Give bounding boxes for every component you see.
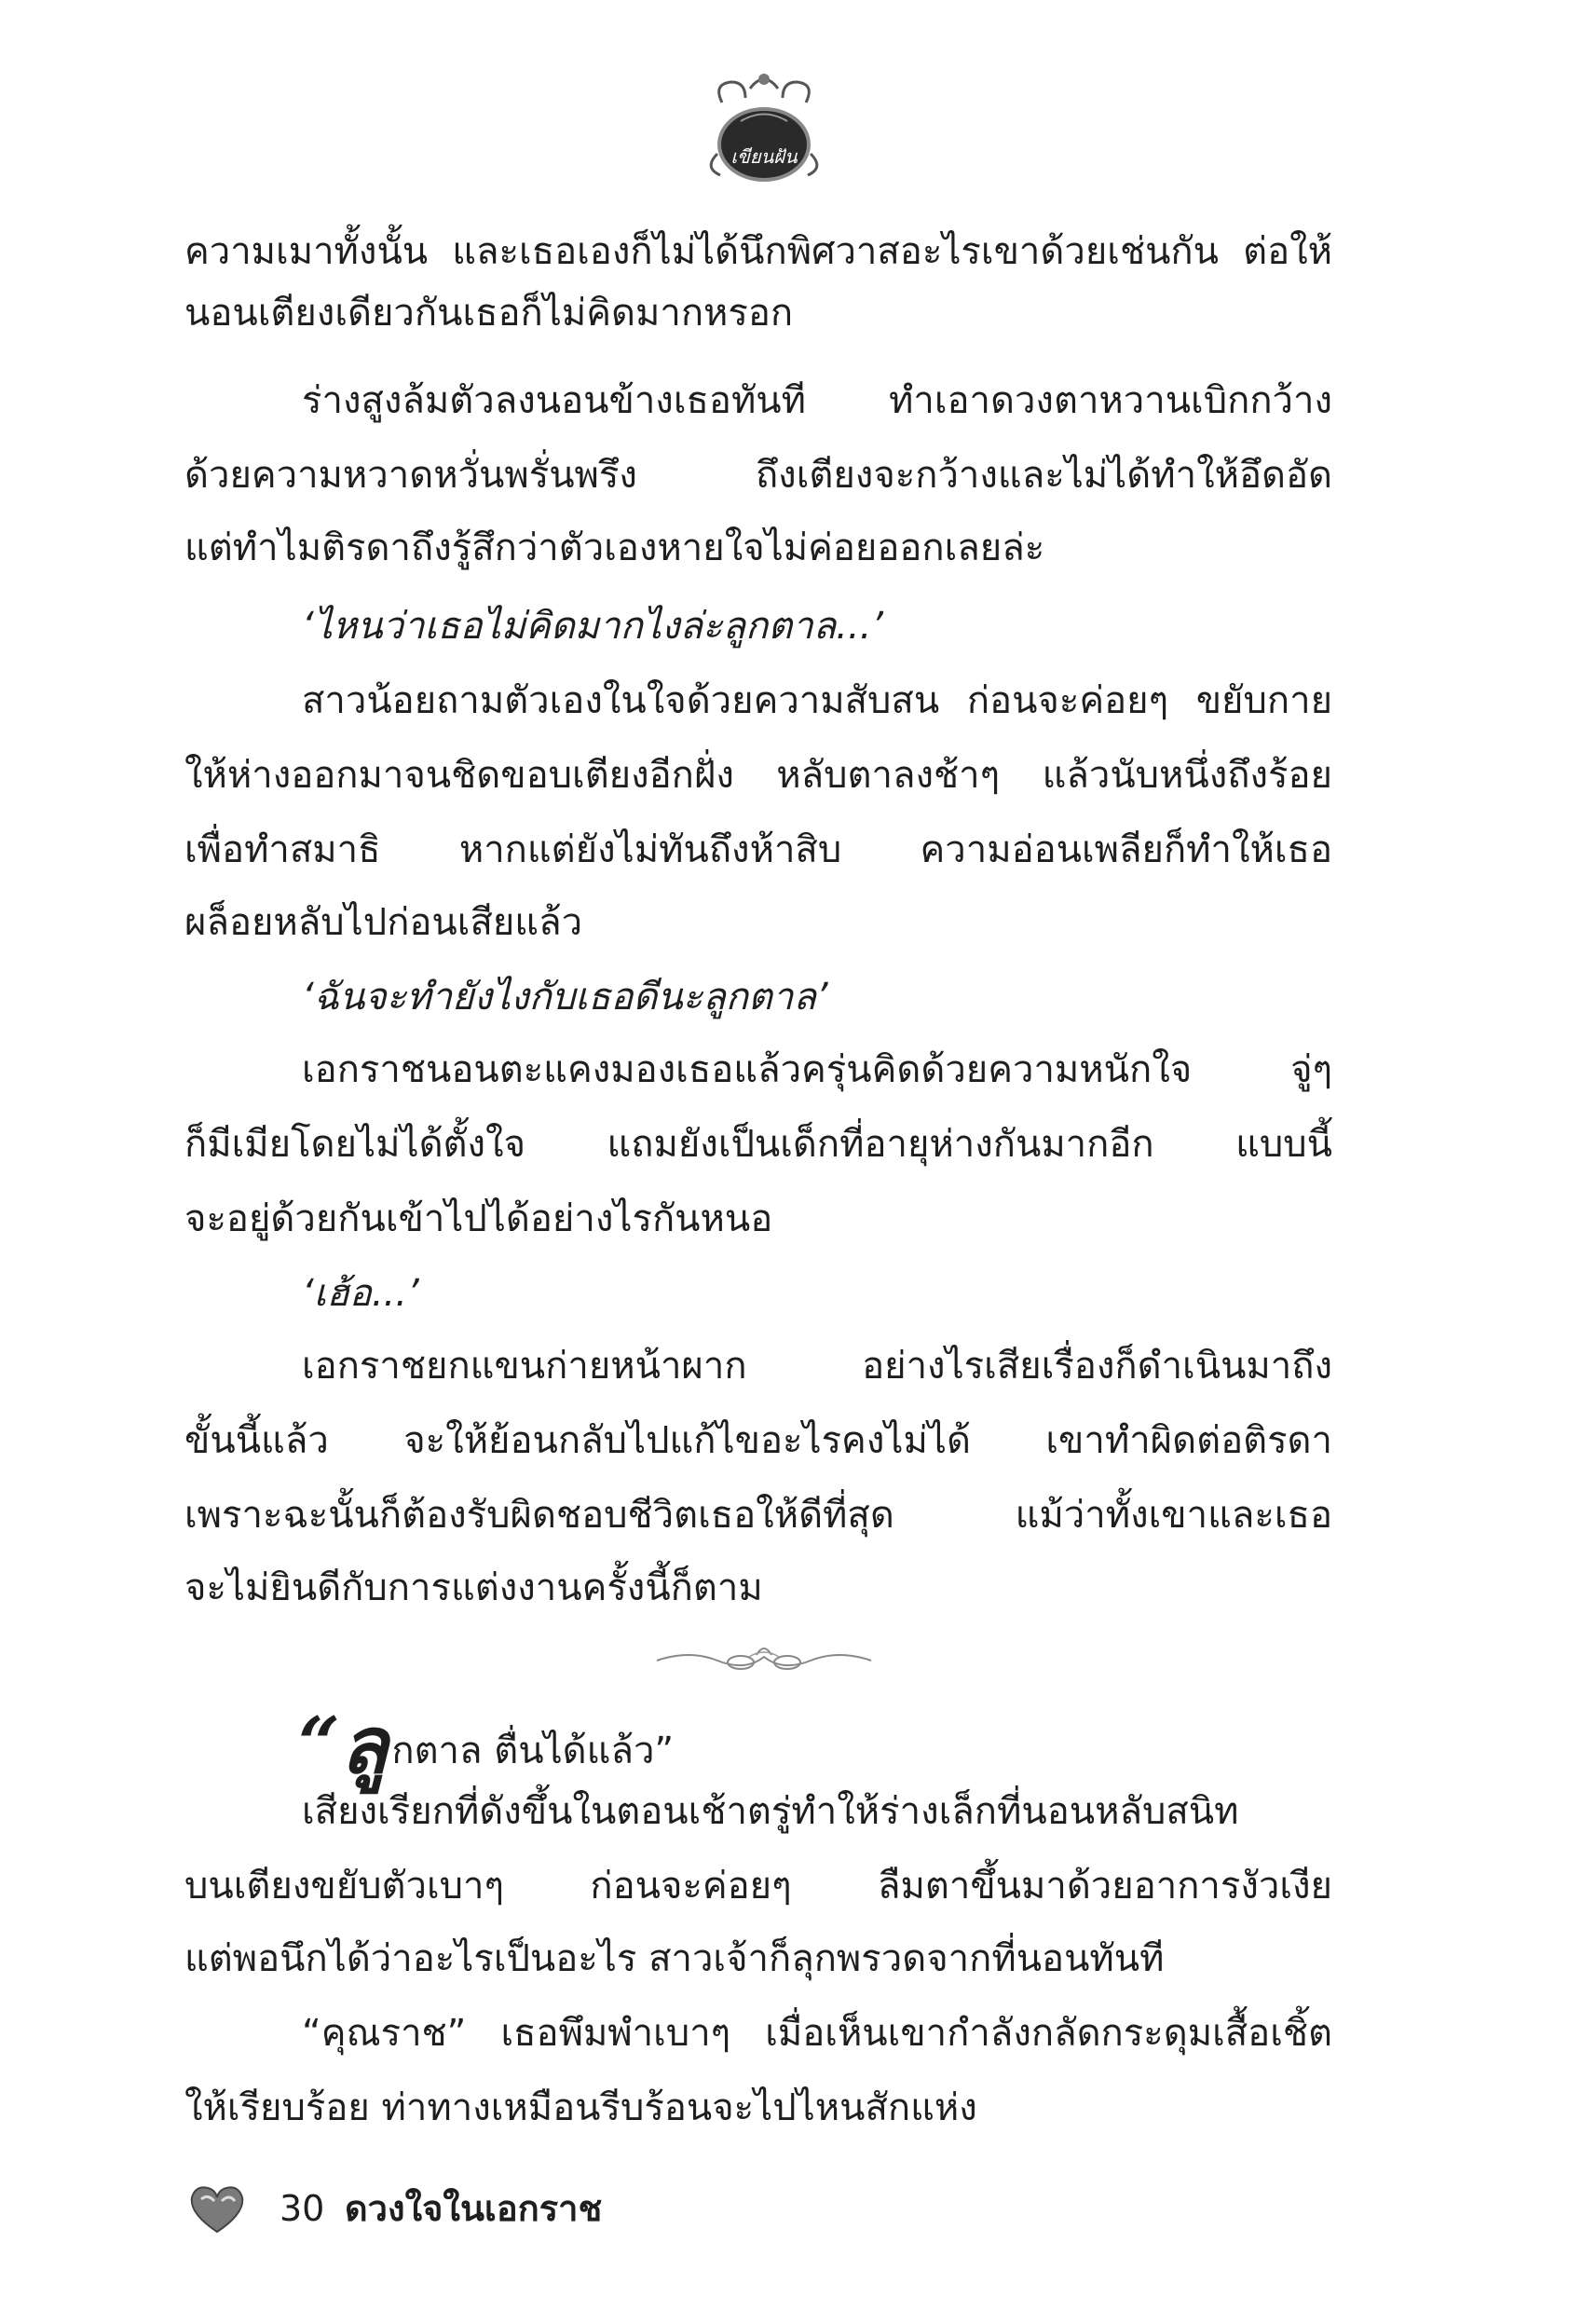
paragraph-line: แต่ทำไมติรดาถึงรู้สึกว่าตัวเองหายใจไม่ค่อยออกเลยล่ะ: [184, 526, 1045, 569]
paragraph-line: ความเมาทั้งนั้น และเธอเองก็ไม่ได้นึกพิศวาสอะไรเขาด้วยเช่นกัน ต่อให้: [184, 230, 1332, 273]
thought-line: ‘เฮ้อ...’: [302, 1272, 419, 1315]
logo-text: เขียนฝัน: [730, 145, 798, 168]
section-divider: [652, 1638, 876, 1677]
dropcap-heading: [298, 1682, 675, 1791]
dropcap-letter: ลู: [339, 1700, 389, 1791]
dropcap-quote: “: [298, 1702, 340, 1786]
paragraph-line: ผล็อยหลับไปก่อนเสียแล้ว: [184, 901, 583, 944]
paragraph-line: “คุณราช” เธอพึมพำเบาๆ เมื่อเห็นเขากำลังกลัดกระดุมเสื้อเชิ้ต: [302, 2012, 1332, 2055]
paragraph-line: สาวน้อยถามตัวเองในใจด้วยความสับสน ก่อนจะค่อยๆ ขยับกาย: [302, 679, 1332, 722]
footer-emblem: [184, 2181, 250, 2236]
publisher-logo: [694, 65, 834, 186]
paragraph-line: ให้ห่างออกมาจนชิดขอบเตียงอีกฝั่ง หลับตาลงช้าๆ แล้วนับหนึ่งถึงร้อย: [184, 754, 1332, 797]
paragraph-line: นอนเตียงเดียวกันเธอก็ไม่คิดมากหรอก: [184, 292, 794, 335]
paragraph-line: จะไม่ยินดีกับการแต่งงานครั้งนี้ก็ตาม: [184, 1566, 763, 1609]
paragraph-line: เอกราชยกแขนก่ายหน้าผาก อย่างไรเสียเรื่องก็ดำเนินมาถึง: [302, 1345, 1332, 1388]
book-title: ดวงใจในเอกราช: [345, 2188, 603, 2229]
paragraph-line: เอกราชนอนตะแคงมองเธอแล้วครุ่นคิดด้วยความหนักใจ จู่ๆ: [302, 1048, 1332, 1091]
thought-line: ‘ฉันจะทำยังไงกับเธอดีนะลูกตาล’: [302, 976, 828, 1019]
flourish-icon: [652, 1638, 876, 1677]
thought-line: ‘ไหนว่าเธอไม่คิดมากไงล่ะลูกตาล...’: [302, 605, 884, 648]
paragraph-line: แต่พอนึกได้ว่าอะไรเป็นอะไร สาวเจ้าก็ลุกพรวดจากที่นอนทันที: [184, 1937, 1165, 1980]
dropcap-rest: กตาล ตื่นได้แล้ว”: [391, 1730, 675, 1772]
paragraph-line: ก็มีเมียโดยไม่ได้ตั้งใจ แถมยังเป็นเด็กที่อายุห่างกันมากอีก แบบนี้: [184, 1123, 1332, 1166]
paragraph-line: ร่างสูงล้มตัวลงนอนข้างเธอทันที ทำเอาดวงตาหวานเบิกกว้าง: [302, 379, 1332, 422]
heart-emblem-icon: [184, 2181, 250, 2236]
paragraph-line: ให้เรียบร้อย ท่าทางเหมือนรีบร้อนจะไปไหนสักแห่ง: [184, 2086, 977, 2129]
paragraph-line: ขั้นนี้แล้ว จะให้ย้อนกลับไปแก้ไขอะไรคงไม่ได้ เขาทำผิดต่อติรดา: [184, 1419, 1332, 1462]
paragraph-line: ด้วยความหวาดหวั่นพรั่นพรึง ถึงเตียงจะกว้างและไม่ได้ทำให้อึดอัด: [184, 454, 1332, 497]
page-number: 30: [280, 2188, 325, 2229]
paragraph-line: เพื่อทำสมาธิ หากแต่ยังไม่ทันถึงห้าสิบ ความอ่อนเพลียก็ทำให้เธอ: [184, 828, 1332, 871]
paragraph-line: เพราะฉะนั้นก็ต้องรับผิดชอบชีวิตเธอให้ดีที่สุด แม้ว่าทั้งเขาและเธอ: [184, 1494, 1332, 1537]
paragraph-line: จะอยู่ด้วยกันเข้าไปได้อย่างไรกันหนอ: [184, 1197, 773, 1240]
paragraph-line: บนเตียงขยับตัวเบาๆ ก่อนจะค่อยๆ ลืมตาขึ้นมาด้วยอาการงัวเงีย: [184, 1865, 1332, 1908]
paragraph-line: เสียงเรียกที่ดังขึ้นในตอนเช้าตรู่ทำให้ร่างเล็กที่นอนหลับสนิท: [302, 1790, 1239, 1833]
